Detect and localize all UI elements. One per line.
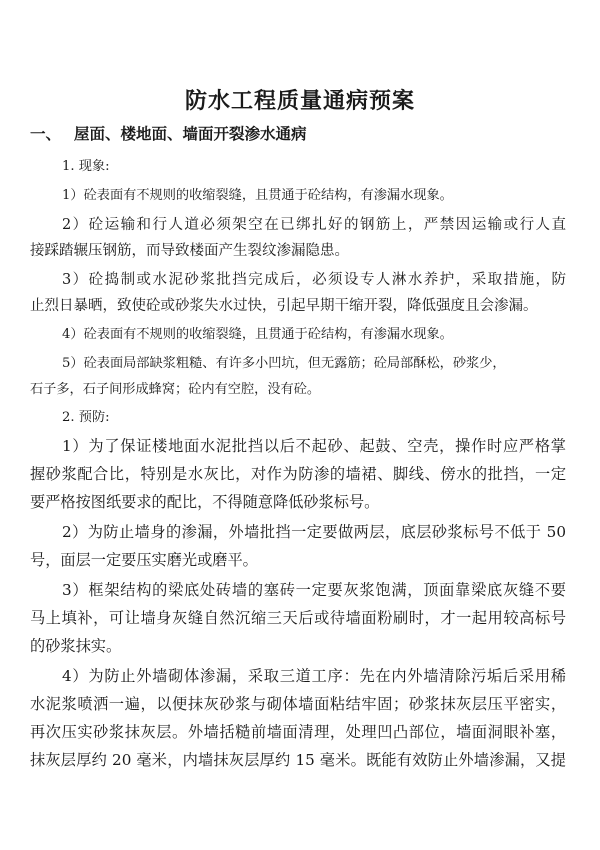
prevention-item-3-line-3: 的砂浆抹实。 <box>30 637 122 655</box>
prevention-item-4-line-1: 4）为防止外墙砌体渗漏，采取三道工序：先在内外墙清除污垢后采用稀 <box>62 667 566 685</box>
section-number: 一、 <box>30 125 62 143</box>
prevention-item-1-line-1: 1）为了保证楼地面水泥批挡以后不起砂、起鼓、空壳，操作时应严格掌 <box>62 437 566 455</box>
prevention-item-2-line-1: 2）为防止墙身的渗漏，外墙批挡一定要做两层，底层砂浆标号不低于 50 <box>62 523 566 541</box>
prevention-item-3-line-2: 马上填补，可让墙身灰缝自然沉缩三天后或待墙面粉刷时，才一起用较高标号 <box>30 609 566 627</box>
phenomena-item-3-line-2: 止烈日暴晒，致使砼或砂浆失水过快，引起早期干缩开裂，降低强度且会渗漏。 <box>30 298 538 314</box>
phenomena-item-3-line-1: 3）砼捣制或水泥砂浆批挡完成后，必须设专人淋水养护，采取措施，防 <box>62 272 566 288</box>
section-heading-text: 屋面、楼地面、墙面开裂渗水通病 <box>74 125 307 143</box>
section-heading <box>30 122 307 144</box>
phenomena-item-5-line-1: 5）砼表面局部缺浆粗糙、有许多小凹坑，但无露筋；砼局部酥松，砂浆少， <box>62 356 506 371</box>
phenomena-item-2-line-1: 2）砼运输和行人道必须架空在已绑扎好的钢筋上，严禁因运输或行人直 <box>62 217 566 233</box>
prevention-item-4-line-2: 水泥浆喷洒一遍，以便抹灰砂浆与砌体墙面粘结牢固；砂浆抹灰层压平密实， <box>30 695 566 713</box>
prevention-item-1-line-3: 要严格按图纸要求的配比，不得随意降低砂浆标号。 <box>30 493 380 511</box>
phenomena-label: 1. 现象: <box>62 159 110 174</box>
phenomena-item-2-line-2: 接踩踏辗压钢筋，而导致楼面产生裂纹渗漏隐患。 <box>30 243 349 259</box>
prevention-label: 2. 预防: <box>62 410 110 425</box>
prevention-item-4-line-4: 抹灰层厚约 20 毫米，内墙抹灰层厚约 15 毫米。既能有效防止外墙渗漏，又提 <box>30 751 566 769</box>
phenomena-item-5-line-2: 石子多，石子间形成蜂窝；砼内有空腔，没有砼。 <box>30 382 321 397</box>
prevention-item-2-line-2: 号，面层一定要压实磨光或磨平。 <box>30 551 258 569</box>
prevention-item-4-line-3: 再次压实砂浆抹灰层。外墙括糙前墙面清理，处理凹凸部位，墙面洞眼补塞， <box>30 723 566 741</box>
phenomena-item-4: 4）砼表面有不规则的收缩裂缝，且贯通于砼结构，有渗漏水现象。 <box>62 327 453 342</box>
page-title: 防水工程质量通病预案 <box>184 89 415 114</box>
prevention-item-3-line-1: 3）框架结构的梁底处砖墙的塞砖一定要灰浆饱满，顶面靠梁底灰缝不要 <box>62 581 566 599</box>
prevention-item-1-line-2: 握砂浆配合比，特别是水灰比，对作为防渗的墙裙、脚线、傍水的批挡，一定 <box>30 465 566 483</box>
phenomena-item-1: 1）砼表面有不规则的收缩裂缝，且贯通于砼结构，有渗漏水现象。 <box>62 188 453 203</box>
